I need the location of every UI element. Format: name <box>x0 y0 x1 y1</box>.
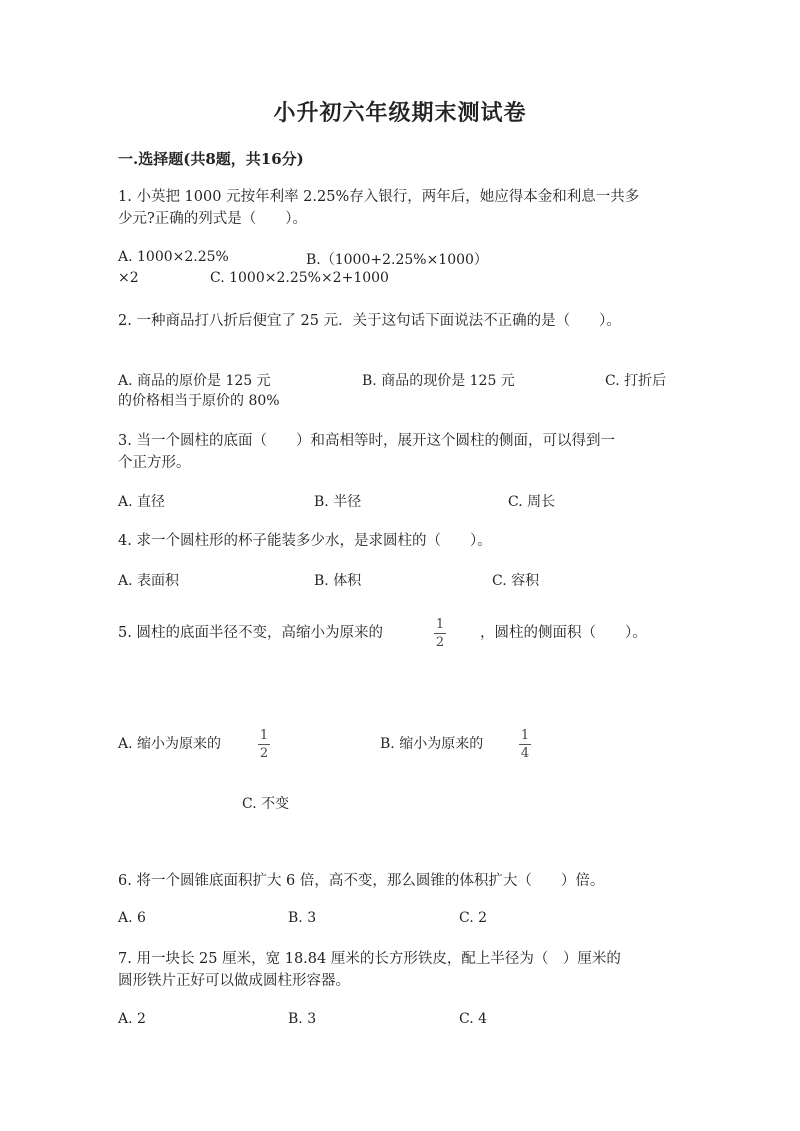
question-3-option-c: C. 周长 <box>508 494 556 510</box>
question-1-line-2: 少元?正确的列式是（ ）。 <box>118 211 308 227</box>
question-1-option-b: B.（1000+2.25%×1000） <box>306 252 488 268</box>
question-3-option-b: B. 半径 <box>314 494 362 510</box>
fraction-numerator: 1 <box>435 617 445 632</box>
question-6-option-c: C. 2 <box>459 910 488 926</box>
question-6-option-b: B. 3 <box>288 910 317 926</box>
question-7-option-b: B. 3 <box>288 1011 317 1027</box>
section-heading: 一.选择题(共8题，共16分) <box>118 150 304 168</box>
question-5-text-before: 5. 圆柱的底面半径不变，高缩小为原来的 <box>118 625 383 641</box>
page-title: 小升初六年级期末测试卷 <box>273 100 527 126</box>
question-7-line-1: 7. 用一块长 25 厘米，宽 18.84 厘米的长方形铁皮，配上半径为（ ）厘米的 <box>118 951 621 967</box>
fraction-bar <box>434 633 446 634</box>
question-5-text-after: ，圆柱的侧面积（ ）。 <box>480 625 647 641</box>
question-5-option-c: C. 不变 <box>242 796 290 812</box>
question-3-line-2: 个正方形。 <box>118 455 191 471</box>
fraction-denominator: 4 <box>520 746 530 761</box>
question-5-option-b-fraction <box>519 728 531 761</box>
question-2-option-a: A. 商品的原价是 125 元 <box>118 373 271 389</box>
question-6-option-a: A. 6 <box>118 910 146 926</box>
fraction-denominator: 2 <box>435 635 445 650</box>
question-5-fraction <box>434 617 446 650</box>
question-3-option-a: A. 直径 <box>118 494 166 510</box>
question-1-option-b-cont: ×2 <box>118 270 139 286</box>
question-5-option-b: B. 缩小为原来的 <box>380 736 484 752</box>
question-1-option-a: A. 1000×2.25% <box>118 249 229 265</box>
question-4-text: 4. 求一个圆柱形的杯子能装多少水，是求圆柱的（ ）。 <box>118 533 492 549</box>
question-2-option-c: C. 打折后 <box>605 373 667 389</box>
question-3-line-1: 3. 当一个圆柱的底面（ ）和高相等时，展开这个圆柱的侧面，可以得到一 <box>118 433 615 449</box>
fraction-bar <box>519 744 531 745</box>
question-7-option-a: A. 2 <box>118 1011 146 1027</box>
question-2-text: 2. 一种商品打八折后便宜了 25 元．关于这句话下面说法不正确的是（ ）。 <box>118 313 621 329</box>
fraction-numerator: 1 <box>520 728 530 743</box>
question-7-option-c: C. 4 <box>459 1011 488 1027</box>
question-1-option-c: C. 1000×2.25%×2+1000 <box>210 270 389 286</box>
question-2-option-c-cont: 的价格相当于原价的 80% <box>118 393 280 409</box>
fraction-denominator: 2 <box>259 746 269 761</box>
question-4-option-c: C. 容积 <box>492 573 540 589</box>
fraction-bar <box>258 744 270 745</box>
question-2-option-b: B. 商品的现价是 125 元 <box>362 373 515 389</box>
fraction-numerator: 1 <box>259 728 269 743</box>
question-5-option-a-fraction <box>258 728 270 761</box>
question-4-option-b: B. 体积 <box>314 573 362 589</box>
question-5-option-a: A. 缩小为原来的 <box>118 736 222 752</box>
question-6-text: 6. 将一个圆锥底面积扩大 6 倍，高不变，那么圆锥的体积扩大（ ）倍。 <box>118 873 605 889</box>
question-1-line-1: 1. 小英把 1000 元按年利率 2.25%存入银行，两年后，她应得本金和利息一共多 <box>118 189 640 205</box>
question-7-line-2: 圆形铁片正好可以做成圆柱形容器。 <box>118 973 350 989</box>
question-4-option-a: A. 表面积 <box>118 573 180 589</box>
